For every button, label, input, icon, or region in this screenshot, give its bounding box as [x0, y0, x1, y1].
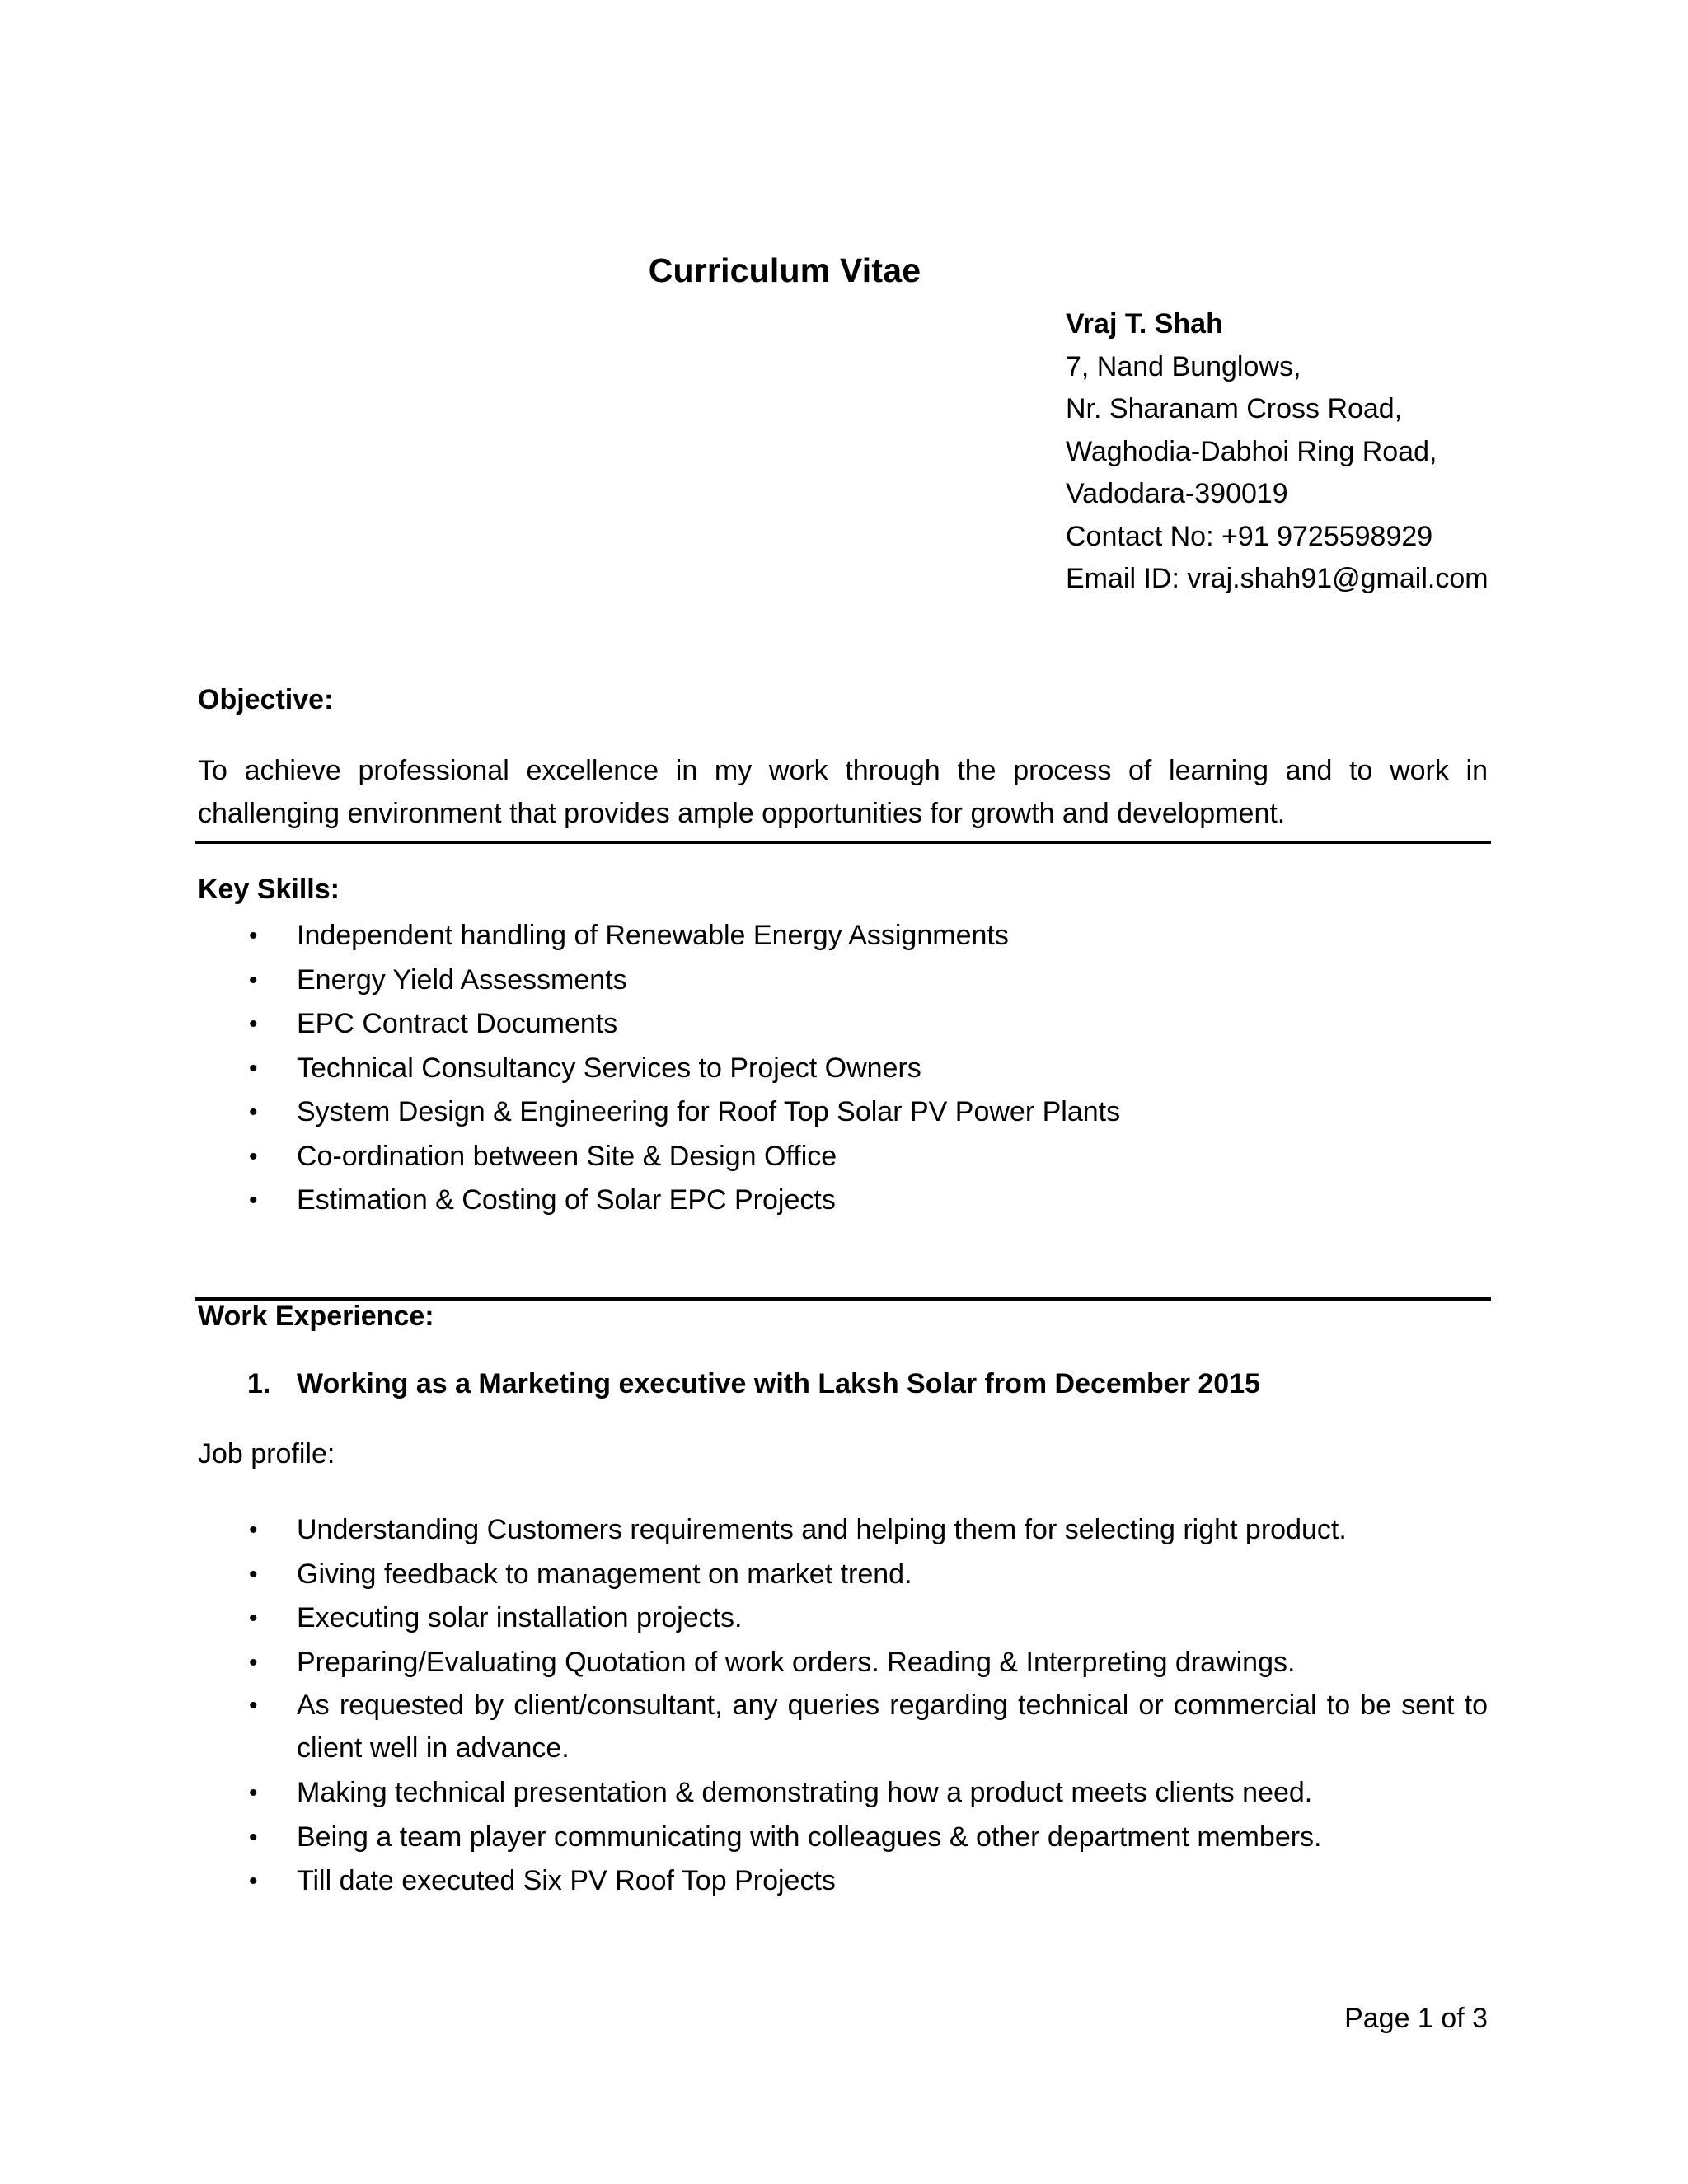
address-line-2: Nr. Sharanam Cross Road, — [1066, 393, 1403, 424]
bullet-icon: • — [249, 1516, 258, 1544]
skill-text: EPC Contract Documents — [297, 1008, 618, 1039]
bullet-icon: • — [249, 1560, 258, 1588]
bullet-icon: • — [249, 1187, 258, 1214]
bullet-icon: • — [249, 1142, 258, 1170]
list-item — [198, 1090, 1488, 1135]
list-item — [198, 958, 1488, 1003]
duty-text: Giving feedback to management on market trend. — [297, 1558, 912, 1590]
key-skills-heading: Key Skills: — [198, 874, 340, 905]
list-item — [198, 1553, 1488, 1597]
section-divider — [195, 841, 1491, 844]
list-item — [198, 1771, 1488, 1816]
bullet-icon: • — [249, 1605, 258, 1632]
contact-phone: Contact No: +91 9725598929 — [1066, 520, 1433, 552]
bullet-icon: • — [249, 1868, 258, 1895]
address-line-3: Waghodia-Dabhoi Ring Road, — [1066, 435, 1437, 467]
bullet-icon: • — [249, 922, 258, 949]
duty-text: Making technical presentation & demonstrating how a product meets clients need. — [297, 1777, 1313, 1808]
job-duties-list — [198, 1508, 1488, 1904]
address-line-1: 7, Nand Bunglows, — [1066, 350, 1301, 382]
page-number: Page 1 of 3 — [1344, 2003, 1488, 2034]
address-line-4: Vadodara-390019 — [1066, 478, 1288, 509]
list-item — [198, 1685, 1488, 1769]
objective-heading: Objective: — [198, 684, 334, 715]
duty-text: Executing solar installation projects. — [297, 1602, 743, 1633]
list-item — [198, 1508, 1488, 1553]
list-item — [198, 1641, 1488, 1685]
skill-text: Co-ordination between Site & Design Office — [297, 1140, 837, 1172]
bullet-icon: • — [249, 1648, 258, 1676]
job-title-text: Working as a Marketing executive with Laksh Solar from December 2015 — [297, 1368, 1261, 1399]
list-item — [198, 914, 1488, 958]
skill-text: System Design & Engineering for Roof Top Solar PV Power Plants — [297, 1096, 1121, 1127]
list-item — [198, 1859, 1488, 1904]
duty-text: Being a team player communicating with colleagues & other department members. — [297, 1821, 1322, 1853]
job-number: 1. — [247, 1368, 271, 1399]
key-skills-list — [198, 914, 1488, 1223]
skill-text: Estimation & Costing of Solar EPC Projects — [297, 1184, 836, 1216]
job-profile-label: Job profile: — [198, 1438, 335, 1469]
work-experience-heading: Work Experience: — [198, 1301, 434, 1332]
bullet-icon: • — [249, 1054, 258, 1082]
bullet-icon: • — [249, 1692, 258, 1719]
duty-text: Understanding Customers requirements and helping them for selecting right product. — [297, 1514, 1347, 1545]
list-item — [198, 1135, 1488, 1179]
skill-text: Energy Yield Assessments — [297, 963, 627, 996]
bullet-icon: • — [249, 1099, 258, 1126]
bullet-icon: • — [249, 966, 258, 994]
list-item — [198, 1002, 1488, 1047]
list-item — [198, 1596, 1488, 1641]
skill-text: Independent handling of Renewable Energy Assignments — [297, 920, 1009, 951]
job-title — [198, 1368, 1537, 1400]
bullet-icon: • — [249, 1010, 258, 1038]
contact-email: Email ID: vraj.shah91@gmail.com — [1066, 563, 1489, 594]
contact-block — [1066, 303, 1489, 601]
duty-text: Preparing/Evaluating Quotation of work orders. Reading & Interpreting drawings. — [297, 1646, 1296, 1678]
document-title: Curriculum Vitae — [648, 251, 921, 289]
list-item — [198, 1816, 1488, 1860]
bullet-icon: • — [249, 1779, 258, 1807]
bullet-icon: • — [249, 1823, 258, 1851]
duty-text: As requested by client/consultant, any queries regarding technical or commercial to be sent to client well in advance. — [297, 1690, 1488, 1764]
list-item — [198, 1047, 1488, 1091]
duty-text: Till date executed Six PV Roof Top Projects — [297, 1865, 836, 1896]
candidate-name: Vraj T. Shah — [1066, 308, 1223, 340]
objective-text: To achieve professional excellence in my work through the process of learning and to work in challenging environment that provides ample opportunities for growth and development. — [198, 755, 1488, 829]
list-item — [198, 1179, 1488, 1223]
skill-text: Technical Consultancy Services to Project Owners — [297, 1052, 921, 1084]
